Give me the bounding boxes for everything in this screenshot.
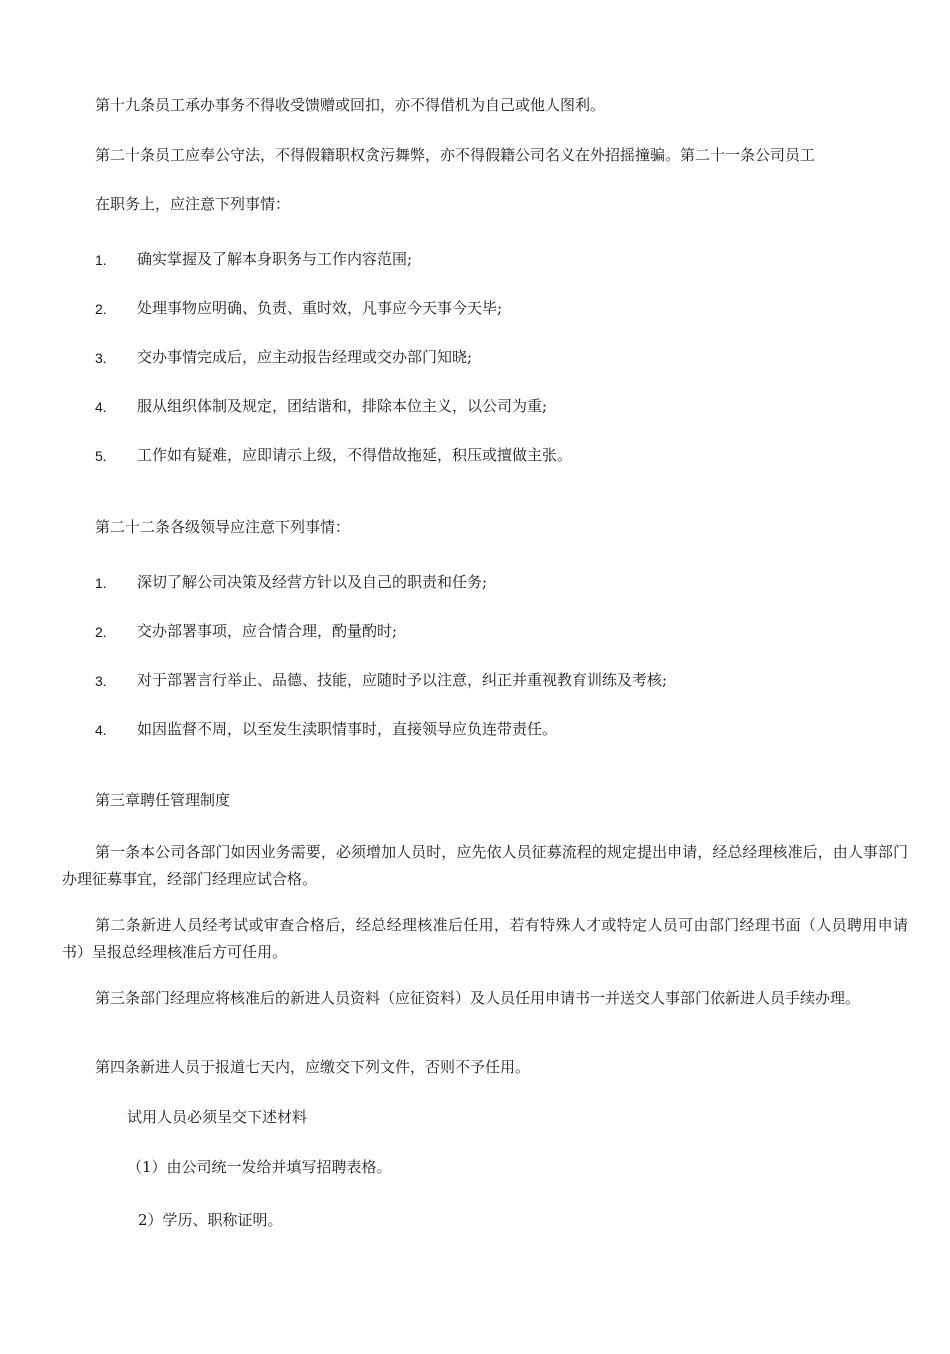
trial-material-item: （1）由公司统一发给并填写招聘表格。 — [127, 1158, 392, 1176]
article-20-line2: 在职务上，应注意下列事情： — [95, 195, 291, 213]
article-20-line1: 第二十条员工应奉公守法，不得假籍职权贪污舞弊，亦不得假籍公司名义在外招摇撞骗。第二十一条公司员工 — [95, 146, 816, 164]
list-text: 工作如有疑难，应即请示上级，不得借故拖延，积压或擅做主张。 — [137, 446, 573, 464]
list-number: 4. — [95, 399, 107, 415]
list-text: 对于部署言行举止、品德、技能，应随时予以注意，纠正并重视教育训练及考核; — [137, 671, 668, 689]
list-text: 确实掌握及了解本身职务与工作内容范围; — [137, 250, 413, 268]
article-4: 第四条新进人员于报道七天内，应缴交下列文件，否则不予任用。 — [95, 1058, 531, 1076]
list-number: 1. — [95, 252, 107, 268]
article-1: 第一条本公司各部门如因业务需要，必须增加人员时，应先依人员征募流程的规定提出申请，经总经理核准后，由人事部门办理征募事宜，经部门经理应试合格。 — [62, 843, 908, 888]
article-3: 第三条部门经理应将核准后的新进人员资料（应征资料）及人员任用申请书一并送交人事部门依新进人员手续办理。 — [95, 989, 861, 1007]
trial-materials-heading: 试用人员必须呈交下述材料 — [127, 1108, 308, 1126]
trial-material-item: 2）学历、职称证明。 — [138, 1211, 283, 1229]
list-text: 服从组织体制及规定，团结谐和，排除本位主义，以公司为重; — [137, 397, 548, 415]
list-text: 交办部署事项，应合情合理，酌量酌时; — [137, 622, 398, 640]
list-text: 如因监督不周，以至发生渎职情事时，直接领导应负连带责任。 — [137, 720, 558, 738]
list-text: 交办事情完成后，应主动报告经理或交办部门知晓; — [137, 348, 473, 366]
list-number: 1. — [95, 575, 107, 591]
list-number: 2. — [95, 301, 107, 317]
list-number: 3. — [95, 350, 107, 366]
list-number: 2. — [95, 624, 107, 640]
article-19: 第十九条员工承办事务不得收受馈赠或回扣，亦不得借机为自己或他人图利。 — [95, 96, 606, 114]
article-2: 第二条新进人员经考试或审查合格后，经总经理核准后任用，若有特殊人才或特定人员可由部门经理书面（人员聘用申请书）呈报总经理核准后方可任用。 — [62, 916, 908, 961]
list-number: 5. — [95, 448, 107, 464]
list-text: 深切了解公司决策及经营方针以及自己的职责和任务; — [137, 573, 488, 591]
article-22: 第二十二条各级领导应注意下列事情： — [95, 518, 351, 536]
list-number: 4. — [95, 722, 107, 738]
list-number: 3. — [95, 673, 107, 689]
list-text: 处理事物应明确、负责、重时效，凡事应今天事今天毕; — [137, 299, 503, 317]
chapter-heading: 第三章聘任管理制度 — [95, 791, 231, 809]
